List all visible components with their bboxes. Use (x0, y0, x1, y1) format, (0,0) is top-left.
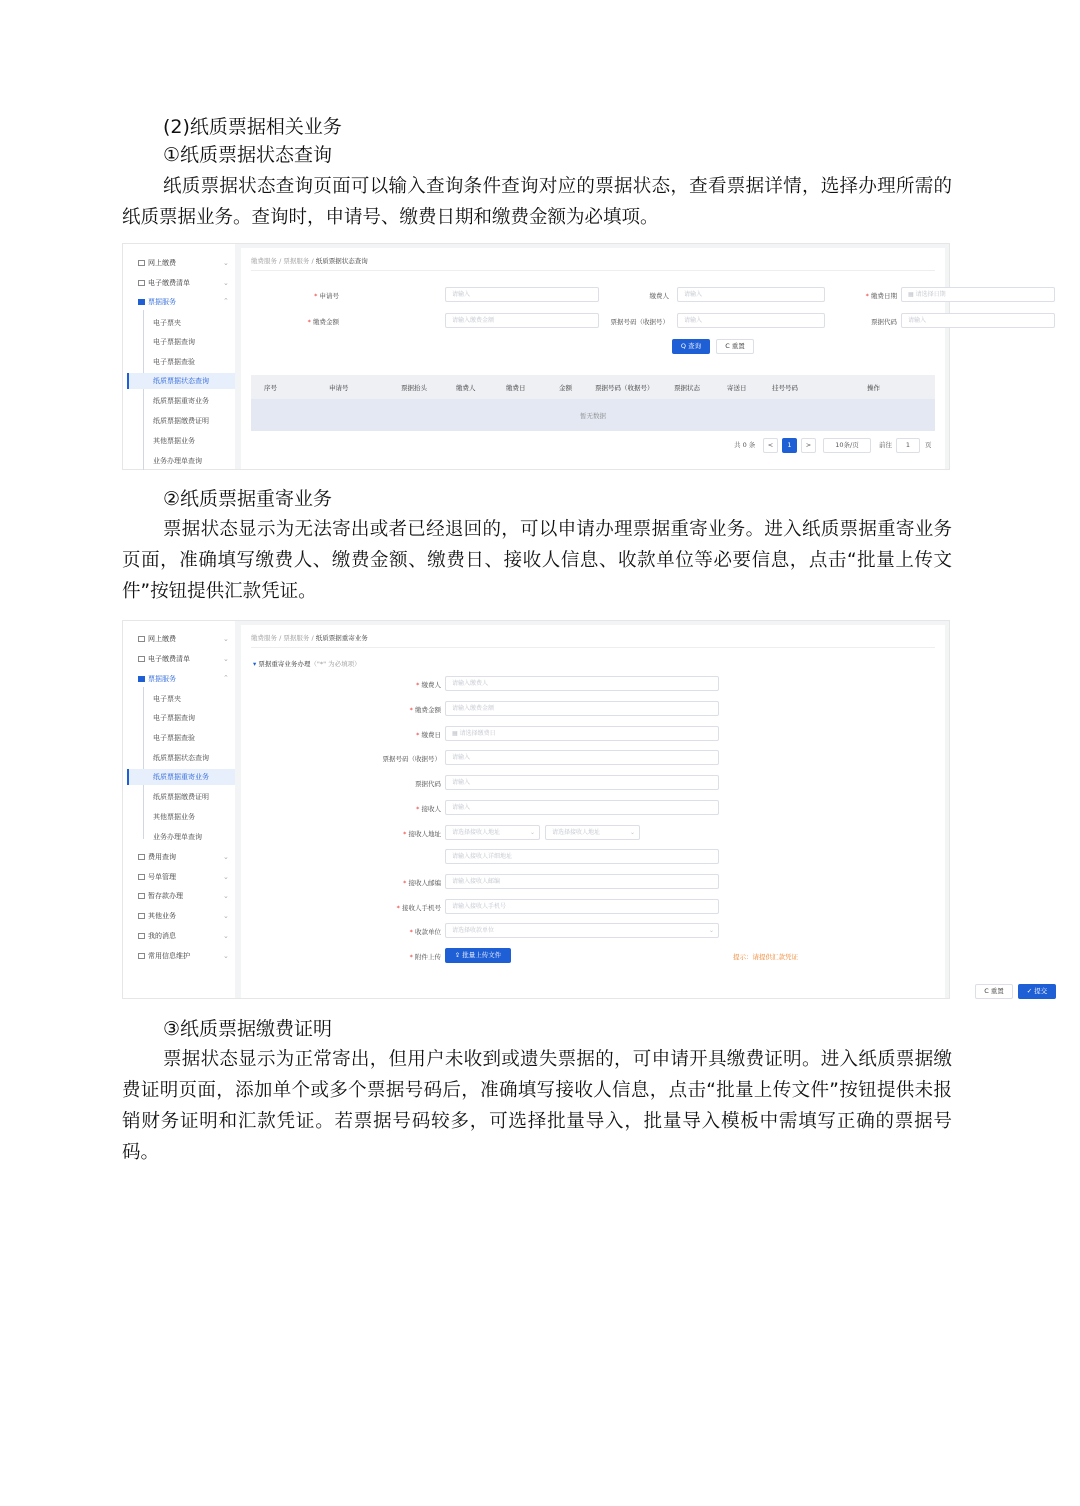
sidebar-item-paper-status[interactable]: 纸质票据状态查询 (153, 377, 209, 385)
apply-no-input[interactable]: 请输入 (445, 287, 599, 302)
column-header: 票据抬头 (401, 384, 427, 392)
chevron-down-icon[interactable]: ⌄ (223, 279, 229, 287)
table-body (251, 399, 935, 431)
settings-icon (138, 953, 145, 959)
order-icon (138, 874, 145, 880)
address-label: * 接收人地址 (403, 830, 441, 838)
upload-tip: 提示：请提供汇款凭证 (733, 953, 798, 961)
divider (251, 270, 935, 271)
sidebar-item-label: 票据服务 (148, 298, 176, 306)
attach-label: * 附件上传 (409, 953, 441, 961)
upload-icon: ⇪ (454, 951, 463, 959)
chevron-down-icon[interactable]: ⌄ (223, 259, 229, 267)
sidebar-item-label: 票据服务 (148, 675, 176, 683)
divider (251, 647, 935, 648)
main-panel (241, 625, 1048, 998)
pay-date-input[interactable]: ▦ 请选择日期 (901, 287, 1055, 302)
sidebar (123, 244, 235, 469)
payer-input[interactable]: 请输入缴费人 (445, 676, 719, 691)
province-select[interactable]: 请选择接收人地址 ⌄ (445, 825, 540, 840)
next-page-button[interactable]: > (801, 438, 816, 453)
sidebar (123, 621, 235, 998)
breadcrumb-sep: / (279, 257, 282, 265)
sidebar-item-bill-service[interactable] (138, 674, 176, 684)
sidebar-item-label: 其他业务 (148, 912, 176, 920)
sidebar-item-paper-status[interactable]: 纸质票据状态查询 (153, 754, 209, 762)
postcode-input[interactable]: 请输入接收人邮编 (445, 874, 719, 889)
column-header: 挂号号码 (772, 384, 798, 392)
sidebar-item-online-pay[interactable] (138, 258, 176, 268)
sidebar-item-e-wallet[interactable]: 电子票夹 (153, 695, 181, 703)
bill-no-label: 票据号码（收据号） (382, 755, 441, 763)
column-header: 金额 (559, 384, 572, 392)
sidebar-item-bill-list[interactable] (138, 278, 190, 288)
goto-input[interactable]: 1 (896, 438, 920, 453)
chevron-down-icon[interactable]: ⌄ (223, 892, 229, 900)
payer-input[interactable]: 请输入 (677, 287, 825, 302)
email-label: * 接收人邮编 (403, 879, 441, 887)
sidebar-item-label: 我的消息 (148, 932, 176, 940)
sidebar-item-other-biz[interactable] (138, 911, 176, 921)
unit-select[interactable]: 请选择收款单位 ⌄ (445, 923, 719, 938)
chevron-down-icon: ⌄ (629, 829, 635, 836)
breadcrumb-current: 纸质票据重寄业务 (315, 634, 368, 642)
pagination-total: 共 0 条 (734, 441, 756, 449)
chevron-down-icon[interactable]: ⌄ (223, 635, 229, 643)
other-icon (138, 913, 145, 919)
chevron-up-icon[interactable]: ⌃ (223, 674, 229, 682)
chevron-down-icon[interactable]: ⌄ (223, 952, 229, 960)
sidebar-item-e-verify[interactable]: 电子票据查验 (153, 734, 195, 742)
payer-label: * 缴费人 (416, 681, 441, 689)
amount-input[interactable]: 请输入缴费金额 (445, 313, 599, 328)
breadcrumb-sep: / (311, 634, 314, 642)
screenshot-status-query (122, 243, 950, 470)
sidebar-item-order-query[interactable]: 业务办理单查询 (153, 833, 202, 841)
page-button[interactable]: 1 (782, 438, 797, 453)
sidebar-tree-line (143, 310, 144, 470)
sidebar-item-paper-resend[interactable]: 纸质票据重寄业务 (153, 773, 209, 781)
sidebar-item-label: 网上缴费 (148, 635, 176, 643)
sidebar-item-label: 常用信息维护 (148, 952, 190, 960)
screenshot-resend (122, 620, 1048, 999)
sidebar-item-paper-resend[interactable]: 纸质票据重寄业务 (153, 397, 209, 405)
phone-label: * 接收人手机号 (396, 904, 441, 912)
breadcrumb (251, 256, 368, 265)
sidebar-item-paper-proof[interactable]: 纸质票据缴费证明 (153, 793, 209, 801)
chevron-down-icon: ⌄ (708, 927, 714, 934)
chevron-up-icon[interactable]: ⌃ (223, 297, 229, 305)
receiver-input[interactable]: 请输入 (445, 800, 719, 815)
sidebar-item-order-manage[interactable] (138, 872, 176, 882)
submit-button[interactable]: ✓ 提交 (1018, 984, 1056, 999)
sidebar-item-e-wallet[interactable]: 电子票夹 (153, 319, 181, 327)
bill-code-input[interactable]: 请输入 (901, 313, 1055, 328)
sidebar-item-bill-list[interactable] (138, 654, 190, 664)
sidebar-item-e-query[interactable]: 电子票据查询 (153, 338, 195, 346)
breadcrumb-sep: / (279, 634, 282, 642)
payer-label: 缴费人 (649, 292, 669, 300)
bill-code-label: 票据代码 (415, 780, 441, 788)
column-header: 寄送日 (727, 384, 747, 392)
bill-code-input[interactable]: 请输入 (445, 775, 719, 790)
pay-date-label: * 缴费日期 (865, 292, 897, 300)
sidebar-item-e-verify[interactable]: 电子票据查验 (153, 358, 195, 366)
column-header: 票据状态 (674, 384, 700, 392)
chevron-down-icon[interactable]: ⌄ (223, 932, 229, 940)
paragraph: 票据状态显示为正常寄出，但用户未收到或遗失票据的，可申请开具缴费证明。进入纸质票据缴费证明页面，添加单个或多个票据号码后，准确填写接收人信息，点击“批量上传文件”按钮提供未报销财务证明和汇款凭证。若票据号码较多，可选择批量导入，批量导入模板中需填写正确的票据号码。 (122, 1049, 952, 1163)
sidebar-item-label: 暂存款办理 (148, 892, 183, 900)
sidebar-item-other-bill[interactable]: 其他票据业务 (153, 813, 195, 821)
amount-label: * 缴费金额 (307, 318, 339, 326)
bill-no-input[interactable]: 请输入 (445, 750, 719, 765)
main-panel (241, 248, 945, 469)
column-header: 票据号码（收据号） (595, 384, 654, 392)
reset-button[interactable]: C 重置 (716, 339, 754, 354)
sidebar-item-paper-proof[interactable]: 纸质票据缴费证明 (153, 417, 209, 425)
chevron-down-icon: ⌄ (529, 829, 535, 836)
breadcrumb (251, 633, 368, 642)
paragraph: 票据状态显示为无法寄出或者已经退回的，可以申请办理票据重寄业务。进入纸质票据重寄业务页面，准确填写缴费人、缴费金额、缴费日、接收人信息、收款单位等必要信息，点击“批量上传文件”按钮提供汇款凭证。 (122, 519, 952, 602)
calendar-icon: ▦ (908, 291, 916, 298)
sidebar-item-label: 电子缴费清单 (148, 655, 190, 663)
sidebar-item-messages[interactable] (138, 931, 176, 941)
breadcrumb-item[interactable]: 票据服务 (283, 634, 310, 642)
subsection-heading: ②纸质票据重寄业务 (163, 488, 333, 510)
chevron-down-icon[interactable]: ⌄ (223, 655, 229, 663)
sidebar-item-label: 电子缴费清单 (148, 279, 190, 287)
sidebar-item-other-bill[interactable]: 其他票据业务 (153, 437, 195, 445)
sidebar-item-deposit[interactable] (138, 891, 183, 901)
city-select[interactable]: 请选择接收人地址 ⌄ (545, 825, 640, 840)
sidebar-item-order-query[interactable]: 业务办理单查询 (153, 457, 202, 465)
caret-down-icon: ▾ (253, 660, 259, 668)
batch-upload-button[interactable]: ⇪ 批量上传文件 (445, 948, 511, 963)
amount-input[interactable]: 请输入缴费金额 (445, 701, 719, 716)
page-unit: 页 (925, 441, 932, 449)
sidebar-item-label: 网上缴费 (148, 259, 176, 267)
pay-day-input[interactable]: ▦ 请选择缴费日 (445, 726, 719, 741)
breadcrumb-item[interactable]: 缴费服务 (251, 257, 277, 265)
phone-input[interactable]: 请输入接收人手机号 (445, 899, 719, 914)
chevron-down-icon[interactable]: ⌄ (223, 912, 229, 920)
pay-icon (138, 260, 145, 266)
chevron-down-icon[interactable]: ⌄ (223, 873, 229, 881)
receiver-label: * 接收人 (416, 805, 441, 813)
prev-page-button[interactable]: < (763, 438, 778, 453)
reset-button[interactable]: C 重置 (975, 984, 1013, 999)
apply-no-label: * 申请号 (314, 292, 339, 300)
sidebar-item-label: 费用查询 (148, 853, 176, 861)
empty-state: 暂无数据 (580, 412, 606, 420)
subsection-heading: ③纸质票据缴费证明 (163, 1018, 333, 1040)
bill-code-label: 票据代码 (871, 318, 897, 326)
column-header: 缴费人 (456, 384, 476, 392)
message-icon (138, 933, 145, 939)
sidebar-item-info-maintain[interactable] (138, 951, 190, 961)
table-header (251, 375, 935, 399)
column-header: 缴费日 (506, 384, 526, 392)
amount-label: * 缴费金额 (409, 706, 441, 714)
page-size-select[interactable]: 10条/页 (823, 438, 871, 453)
sidebar-item-bill-service[interactable] (138, 297, 176, 307)
column-header: 操作 (867, 384, 880, 392)
column-header: 序号 (264, 384, 277, 392)
breadcrumb-item[interactable]: 票据服务 (283, 257, 310, 265)
goto-label: 前往 (879, 441, 892, 449)
deposit-icon (138, 893, 145, 899)
breadcrumb-item[interactable]: 缴费服务 (251, 634, 277, 642)
section-heading: (2)纸质票据相关业务 (163, 116, 342, 138)
column-header: 申请号 (329, 384, 349, 392)
bill-icon (138, 676, 145, 682)
list-icon (138, 280, 145, 286)
sidebar-tree-line (143, 687, 144, 839)
unit-label: * 收款单位 (409, 928, 441, 936)
sidebar-item-fee-query[interactable] (138, 852, 176, 862)
section-title: ▾ 票据重寄业务办理（"*" 为必填项） (253, 660, 361, 668)
search-button[interactable]: Q 查询 (672, 339, 710, 354)
bill-icon (138, 299, 145, 305)
bill-no-label: 票据号码（收据号） (610, 318, 669, 326)
breadcrumb-sep: / (311, 257, 314, 265)
sidebar-item-e-query[interactable]: 电子票据查询 (153, 714, 195, 722)
fee-icon (138, 854, 145, 860)
sidebar-item-label: 号单管理 (148, 873, 176, 881)
chevron-down-icon[interactable]: ⌄ (223, 853, 229, 861)
bill-no-input[interactable]: 请输入 (677, 313, 825, 328)
subsection-heading: ①纸质票据状态查询 (163, 144, 333, 166)
list-icon (138, 656, 145, 662)
pay-day-label: * 缴费日 (416, 731, 441, 739)
breadcrumb-current: 纸质票据状态查询 (315, 257, 368, 265)
calendar-icon: ▦ (452, 730, 460, 737)
address-detail-input[interactable]: 请输入接收人详细地址 (445, 849, 719, 864)
paragraph: 纸质票据状态查询页面可以输入查询条件查询对应的票据状态，查看票据详情，选择办理所需的纸质票据业务。查询时，申请号、缴费日期和缴费金额为必填项。 (122, 176, 952, 228)
pay-icon (138, 636, 145, 642)
sidebar-item-online-pay[interactable] (138, 634, 176, 644)
